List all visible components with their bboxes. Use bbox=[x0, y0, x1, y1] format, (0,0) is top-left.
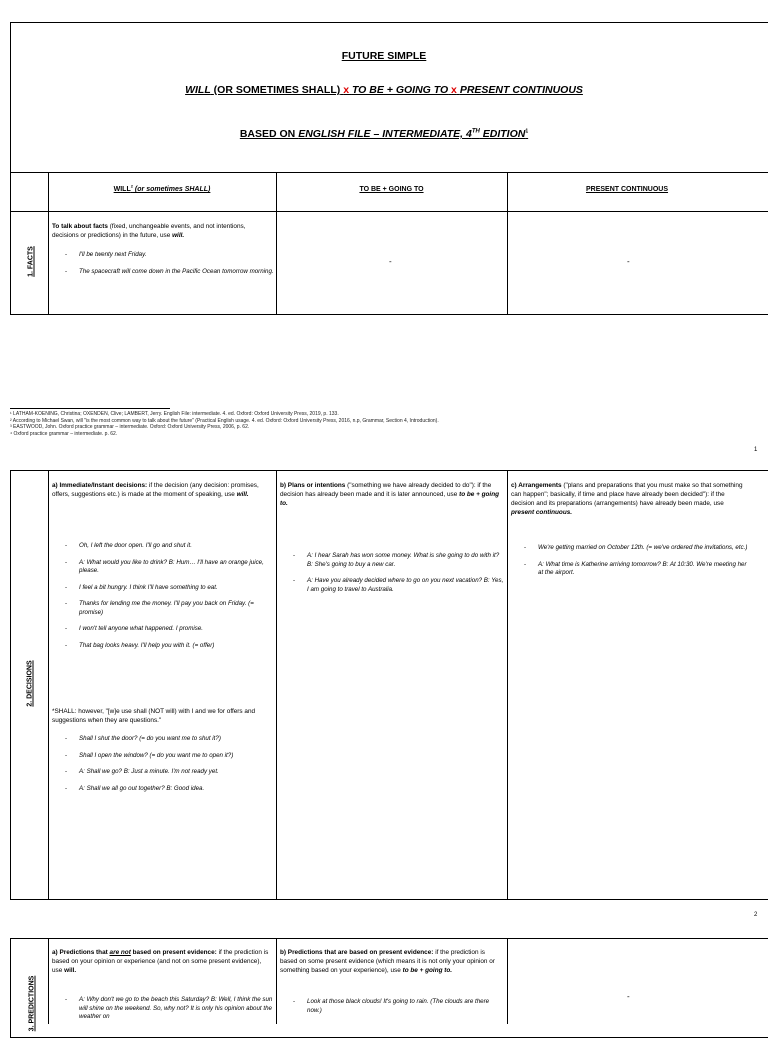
col-divider-2 bbox=[276, 470, 277, 900]
col-divider-1 bbox=[48, 172, 49, 315]
list-item: - The spacecraft will come down in the Pacific Ocean tomorrow morning. bbox=[52, 268, 274, 277]
shall-examples bbox=[52, 735, 274, 801]
predictions-a-intro: a) Predictions that are not based on present evidence: if the prediction is based on your opinion or experience (and not on some present evidence), use will. bbox=[52, 949, 269, 974]
decisions-b-examples bbox=[280, 552, 504, 602]
header-divider bbox=[10, 172, 768, 173]
going-to-empty: - bbox=[389, 257, 392, 266]
col-divider-2 bbox=[276, 172, 277, 315]
doc-subtitle: WILL (OR SOMETIMES SHALL) x TO BE + GOING TO x PRESENT CONTINUOUS bbox=[185, 84, 583, 96]
decisions-a-intro: a) Immediate/Instant decisions: if the decision (any decision: promises, offers, suggestions etc.) is made at the moment of speaking, use will. bbox=[52, 482, 259, 498]
col-divider-3 bbox=[507, 172, 508, 315]
predictions-b-intro: b) Predictions that are based on present evidence: if the prediction is based on some present evidence (which means it is not only your opinion or something based on your experience), use to be + going to. bbox=[280, 949, 495, 974]
col-divider-3 bbox=[507, 938, 508, 1024]
page-number: 2 bbox=[754, 912, 758, 918]
list-item: - I feel a bit hungry. I think I'll have something to eat. bbox=[52, 584, 274, 593]
decisions-c-examples bbox=[511, 544, 749, 586]
predictions-b-examples bbox=[280, 998, 504, 1023]
predictions-a-examples bbox=[52, 996, 274, 1030]
footnote: ⁴ Oxford practice grammar – intermediate. p. 62. bbox=[10, 430, 118, 437]
list-item: - I won't tell anyone what happened. I promise. bbox=[52, 625, 274, 634]
list-item: - A: Have you already decided where to go on you next vacation? B: Yes, I am going to travel to Australia. bbox=[280, 577, 504, 594]
list-item: - A: I hear Sarah has won some money. What is she going to do with it? B: She's going to buy a new car. bbox=[280, 552, 504, 569]
decisions-b-intro: b) Plans or intentions ("something we have already decided to do"): if the decision has already been made and it is later announced, use to be + going to. bbox=[280, 482, 500, 507]
col-divider-2 bbox=[276, 938, 277, 1024]
footnote-rule bbox=[10, 408, 170, 409]
list-item: - A: Shall we go? B: Just a minute. I'm not ready yet. bbox=[52, 768, 274, 777]
list-item: - That bag looks heavy. I'll help you with it. (= offer) bbox=[52, 642, 274, 651]
list-item: - Look at those black clouds! It's going to rain. (The clouds are there now.) bbox=[280, 998, 504, 1015]
footnotes bbox=[10, 411, 750, 437]
present-continuous-empty: - bbox=[627, 992, 630, 1001]
footnote: ¹ LATHAM-KOENING, Christina; OXENDEN, Clive; LAMBERT, Jerry. English File: intermediate. 4. ed. Oxford: Oxford University Press, 2019, p. 133. bbox=[10, 411, 339, 417]
list-item: - A: What would you like to drink? B: Hum… I'll have an orange juice, please. bbox=[52, 559, 274, 576]
list-item: - A: Why don't we go to the beach this Saturday? B: Well, I think the sun will shine on the weekend. So, why not? It is only his opinion about the weather on bbox=[52, 996, 274, 1022]
row-label-predictions: 3. PREDICTIONS bbox=[28, 975, 36, 1032]
list-item: - We're getting married on October 12th. (= we've ordered the invitations, etc.) bbox=[511, 544, 749, 553]
col-header-going-to: TO BE + GOING TO bbox=[359, 186, 424, 193]
facts-intro: To talk about facts (fixed, unchangeable events, and not intentions, decisions or predictions) in the future, use will. bbox=[52, 223, 246, 239]
doc-title: FUTURE SIMPLE bbox=[341, 50, 427, 62]
colhead-divider bbox=[10, 211, 768, 212]
list-item: - A: Shall we all go out together? B: Good idea. bbox=[52, 785, 274, 794]
list-item: - I'll be twenty next Friday. bbox=[52, 251, 274, 260]
decisions-a-examples bbox=[52, 542, 274, 658]
facts-examples bbox=[52, 251, 274, 284]
list-item: - A: What time is Katherine arriving tomorrow? B: At 10:30. We're meeting her at the airport. bbox=[511, 561, 749, 578]
list-item: - Oh, I left the door open. I'll go and shut it. bbox=[52, 542, 274, 551]
row-label-facts: 1. FACTS bbox=[27, 246, 35, 277]
page2-frame bbox=[10, 470, 768, 900]
footnote: ² According to Michael Swan, will "is the most common way to talk about the future" (Practical English usage. 4. ed. Oxford: Oxford University Press, 2016, n.p, Grammar, Section 4, Introduction). bbox=[10, 417, 439, 424]
list-item: - Thanks for lending me the money. I'll pay you back on Friday. (= promise) bbox=[52, 600, 274, 617]
footnote: ³ EASTWOOD, John. Oxford practice grammar – intermediate. Oxford: Oxford University Press, 2006, p. 62. bbox=[10, 424, 250, 430]
list-item: - Shall I shut the door? (= do you want me to shut it?) bbox=[52, 735, 274, 744]
row-label-decisions: 2. DECISIONS bbox=[26, 660, 34, 707]
col-divider-3 bbox=[507, 470, 508, 900]
col-header-will: WILL$^2$ (or sometimes SHALL) bbox=[113, 183, 211, 193]
col-header-present-continuous: PRESENT CONTINUOUS bbox=[585, 186, 669, 193]
col-divider-1 bbox=[48, 938, 49, 1024]
present-continuous-empty: - bbox=[627, 257, 630, 266]
doc-source-line: BASED ON ENGLISH FILE – INTERMEDIATE, 4TH EDITION$^1$ bbox=[239, 128, 529, 140]
list-item: - Shall I open the window? (= do you want me to open it?) bbox=[52, 752, 274, 761]
decisions-c-intro: c) Arrangements ("plans and preparations that you must make so that something can happen"; basically, if time and place have already been decided"): if the decision and its preparations (arrangements) have already been made, use present continuous. bbox=[511, 482, 743, 516]
shall-note: *SHALL: however, "[w]e use shall (NOT will) with I and we for offers and suggestions when they are questions." bbox=[52, 708, 256, 724]
page-number: 1 bbox=[754, 447, 758, 453]
col-divider-1 bbox=[48, 470, 49, 900]
